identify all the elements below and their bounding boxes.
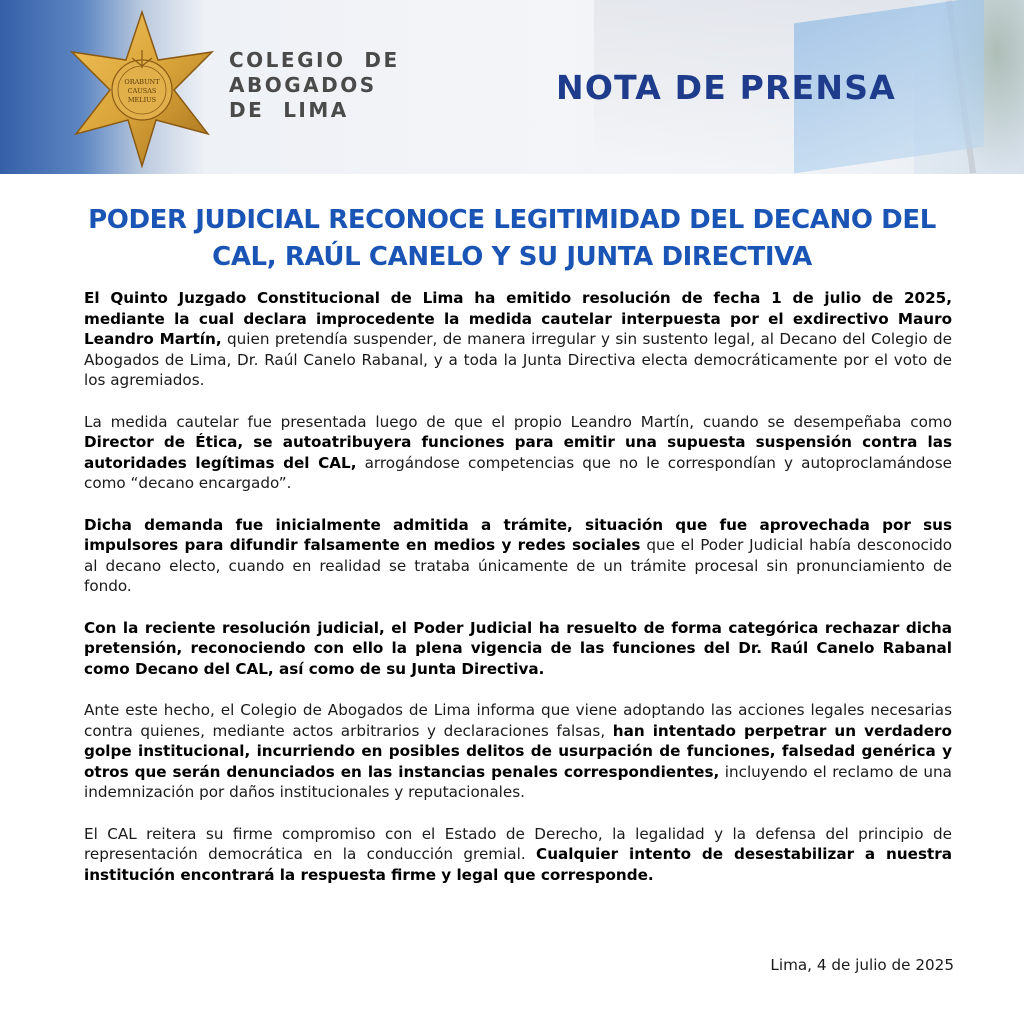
paragraph-5-text-2: incluyendo el reclamo de una indemnización por daños institucionales y reputacionales. [84,762,952,801]
paragraph-3-text: que el Poder Judicial había desconocido al decano electo, cuando en realidad se trataba únicamente de un trámite procesal sin pronunciamiento de fondo. [84,536,952,595]
paragraph-3-bold: Dicha demanda fue inicialmente admitida a trámite, situación que fue aprovechada por sus impulsores para difundir falsamente en medios y redes sociales [84,515,952,554]
paragraph-3 [84,515,952,597]
press-release-body [84,288,952,906]
org-name-line-1: COLEGIO DE [229,48,400,72]
logo-inscription-2: CAUSAS [127,87,157,95]
paragraph-6-bold: Cualquier intento de desestabilizar a nuestra institución encontrará la respuesta firme y legal que corresponde. [84,845,952,884]
cal-star-logo [62,8,222,168]
paragraph-6-text: El CAL reitera su firme compromiso con el Estado de Derecho, la legalidad y la defensa del principio de representación democrática en la conducción gremial. [84,824,952,863]
paragraph-2 [84,412,952,494]
release-date: Lima, 4 de julio de 2025 [770,956,954,974]
press-release-title: NOTA DE PRENSA [556,68,896,107]
paragraph-2-bold: Director de Ética, se autoatribuyera funciones para emitir una supuesta suspensión contra las autoridades legítimas del CAL, [84,433,952,472]
paragraph-2-text-1: La medida cautelar fue presentada luego de que el propio Leandro Martín, cuando se desempeñaba como [84,412,952,431]
paragraph-5 [84,700,952,803]
org-name-line-2: ABOGADOS [229,73,377,97]
org-name-line-3: DE LIMA [229,98,349,122]
paragraph-4-bold: Con la reciente resolución judicial, el Poder Judicial ha resuelto de forma categórica rechazar dicha pretensión, reconociendo con ello la plena vigencia de las funciones del Dr. Raúl Canelo Rabanal como Decano del CAL, así como de su Junta Directiva. [84,618,952,678]
header-banner [0,0,1024,174]
headline: PODER JUDICIAL RECONOCE LEGITIMIDAD DEL DECANO DEL CAL, RAÚL CANELO Y SU JUNTA DIRECTIVA [88,205,936,272]
organization-name [229,48,400,123]
paragraph-4 [84,618,952,680]
logo-inscription-1: ORABUNT [124,78,160,86]
paragraph-1-bold: El Quinto Juzgado Constitucional de Lima ha emitido resolución de fecha 1 de julio de 2025, mediante la cual declara improcedente la medida cautelar interpuesta por el exdirectivo Mauro Leandro Martín, [84,289,952,348]
paragraph-2-text-2: arrogándose competencias que no le correspondían y autoproclamándose como “decano encargado”. [84,453,952,492]
paragraph-1 [84,288,952,391]
paragraph-1-text: quien pretendía suspender, de manera irregular y sin sustento legal, al Decano del Colegio de Abogados de Lima, Dr. Raúl Canelo Rabanal, y a toda la Junta Directiva electa democráticamente por el voto de los agremiados. [84,330,952,389]
paragraph-5-text-1: Ante este hecho, el Colegio de Abogados de Lima informa que viene adoptando las acciones legales necesarias contra quienes, mediante actos arbitrarios y declaraciones falsas, [84,701,952,740]
paragraph-5-bold: han intentado perpetrar un verdadero golpe institucional, incurriendo en posibles delitos de usurpación de funciones, falsedad genérica y otros que serán denunciados en las instancias penales correspondientes, [84,721,952,781]
paragraph-6 [84,824,952,886]
logo-inscription-3: MELIUS [127,96,157,104]
